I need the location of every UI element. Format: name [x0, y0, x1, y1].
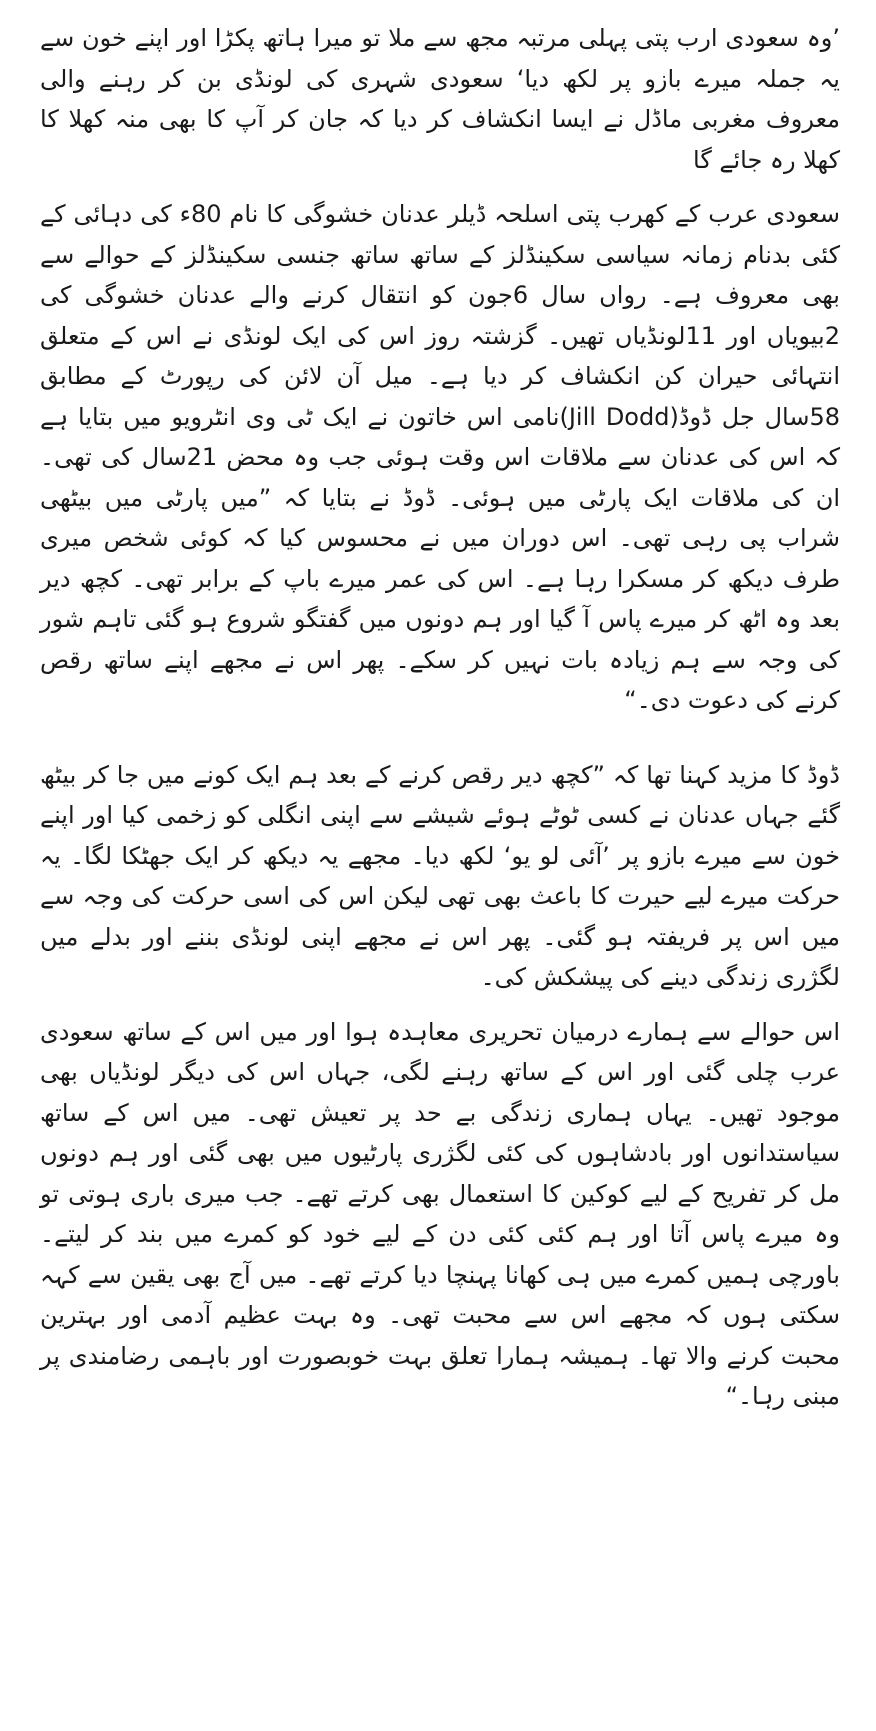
article-paragraph: سعودی عرب کے کھرب پتی اسلحہ ڈیلر عدنان خشوگی کا نام 80ء کی دہائی کے کئی بدنام زمانہ سیاسی سکینڈلز کے ساتھ ساتھ جنسی سکینڈلز کے حوالے سے بھی معروف ہے۔ رواں سال 6جون کو انتقال کرنے والے عدنان خشوگی کی 2بیویاں اور 11لونڈیاں تھیں۔ گزشتہ روز اس کی ایک لونڈی نے اس کے متعلق انتہائی حیران کن انکشاف کر دیا ہے۔ میل آن لائن کی رپورٹ کے مطابق 58سال جل ڈوڈ(Jill Dodd)نامی اس خاتون نے ایک ٹی وی انٹرویو میں بتایا ہے کہ اس کی عدنان سے ملاقات اس وقت ہوئی جب وہ محض 21سال کی تھی۔ ان کی ملاقات ایک پارٹی میں ہوئی۔ ڈوڈ نے بتایا کہ ”میں پارٹی میں بیٹھی شراب پی رہی تھی۔ اس دوران میں نے محسوس کیا کہ کوئی شخص میری طرف دیکھ کر مسکرا رہا ہے۔ اس کی عمر میرے باپ کے برابر تھی۔ کچھ دیر بعد وہ اٹھ کر میرے پاس آ گیا اور ہم دونوں میں گفتگو شروع ہو گئی تاہم شور کی وجہ سے ہم زیادہ بات نہیں کر سکے۔ پھر اس نے مجھے اپنے ساتھ رقص کرنے کی دعوت دی۔“	[40, 200, 841, 714]
article-paragraph: اس حوالے سے ہمارے درمیان تحریری معاہدہ ہوا اور میں اس کے ساتھ سعودی عرب چلی گئی اور اس کے ساتھ رہنے لگی، جہاں اس کی دیگر لونڈیاں بھی موجود تھیں۔ یہاں ہماری زندگی بے حد پر تعیش تھی۔ میں اس کے ساتھ سیاستدانوں اور بادشاہوں کی کئی لگژری پارٹیوں میں بھی گئی اور ہم دونوں مل کر تفریح کے لیے کوکین کا استعمال بھی کرتے تھے۔ جب میری باری ہوتی تو وہ میرے پاس آتا اور ہم کئی کئی دن کے لیے خود کو کمرے میں بند کر لیتے۔ باورچی ہمیں کمرے میں ہی کھانا پہنچا دیا کرتے تھے۔ میں آج بھی یقین سے کہہ سکتی ہوں کہ مجھے اس سے محبت تھی۔ وہ بہت عظیم آدمی اور بہترین محبت کرنے والا تھا۔ ہمیشہ ہمارا تعلق بہت خوبصورت اور باہمی رضامندی پر مبنی رہا۔“	[40, 1017, 840, 1410]
article-paragraph: ڈوڈ کا مزید کہنا تھا کہ ”کچھ دیر رقص کرنے کے بعد ہم ایک کونے میں جا کر بیٹھ گئے جہاں عدنان نے کسی ٹوٹے ہوئے شیشے سے اپنی انگلی کو زخمی کیا اور اپنے خون سے میرے بازو پر ’آئی لو یو‘ لکھ دیا۔ مجھے یہ دیکھ کر ایک جھٹکا لگا۔ یہ حرکت میرے لیے حیرت کا باعث بھی تھی لیکن اس کی اسی حرکت کی وجہ سے میں اس پر فریفتہ ہو گئی۔ پھر اس نے مجھے اپنی لونڈی بننے اور بدلے میں لگژری زندگی دینے کی پیشکش کی۔	[40, 760, 841, 991]
article-intro-paragraph: ’وہ سعودی ارب پتی پہلی مرتبہ مجھ سے ملا تو میرا ہاتھ پکڑا اور اپنے خون سے یہ جملہ میرے بازو پر لکھ دیا‘ سعودی شہری کی لونڈی بن کر رہنے والی معروف مغربی ماڈل نے ایسا انکشاف کر دیا کہ جان کر آپ کا بھی منہ کھلا کا کھلا رہ جائے گا	[40, 24, 840, 174]
article-body	[40, 18, 840, 1431]
